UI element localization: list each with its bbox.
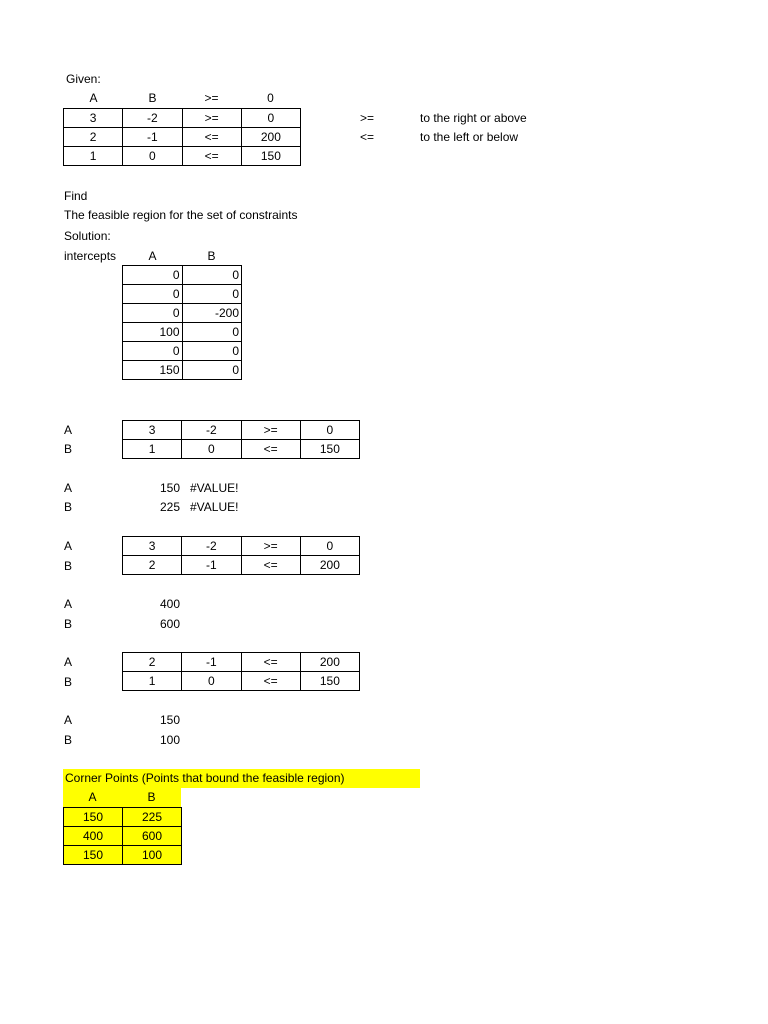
table-row <box>64 128 301 147</box>
table-cell: 150 <box>300 672 359 691</box>
table-cell: <= <box>241 556 300 575</box>
table-row <box>123 266 242 285</box>
table-cell: >= <box>182 109 241 128</box>
table-cell: 0 <box>182 672 241 691</box>
legend-symbol-le: <= <box>360 130 375 144</box>
table-row <box>64 147 301 166</box>
table-cell: 600 <box>123 827 182 846</box>
system1-result-a-error: #VALUE! <box>190 481 239 495</box>
table-cell: 0 <box>123 147 182 166</box>
system2-row-label-a: A <box>64 539 73 553</box>
table-cell: 2 <box>123 556 182 575</box>
table-cell: 3 <box>64 109 123 128</box>
table-row <box>123 440 360 459</box>
table-row <box>64 109 301 128</box>
table-cell: 0 <box>300 537 359 556</box>
table-row <box>123 304 242 323</box>
table-cell: 0 <box>182 440 241 459</box>
legend-symbol-ge: >= <box>360 111 375 125</box>
table-row <box>123 342 242 361</box>
table-cell: -2 <box>182 421 241 440</box>
table-row <box>123 556 360 575</box>
table-cell: 1 <box>64 147 123 166</box>
table-row <box>123 285 242 304</box>
system2-result-label-b: B <box>64 617 73 631</box>
table-row <box>123 537 360 556</box>
system2-result-b: 600 <box>159 617 180 631</box>
system1-result-a: 150 <box>159 481 180 495</box>
table-cell: 0 <box>241 109 300 128</box>
given-table <box>63 108 301 166</box>
intercepts-table <box>122 265 242 380</box>
system1-result-b-error: #VALUE! <box>190 500 239 514</box>
table-row <box>64 808 182 827</box>
table-cell: 0 <box>300 421 359 440</box>
table-cell: >= <box>241 421 300 440</box>
table-cell: 1 <box>123 440 182 459</box>
system2-table <box>122 536 360 575</box>
system3-result-b: 100 <box>159 733 180 747</box>
table-cell: 0 <box>182 361 242 380</box>
table-cell: 3 <box>123 537 182 556</box>
table-cell: -1 <box>182 653 241 672</box>
system1-result-label-b: B <box>64 500 73 514</box>
find-label: Find <box>64 189 88 203</box>
table-cell: <= <box>182 128 241 147</box>
system1-table <box>122 420 360 459</box>
table-cell: <= <box>241 653 300 672</box>
table-cell: -200 <box>182 304 242 323</box>
given-header-rhs: 0 <box>267 91 274 105</box>
system2-result-label-a: A <box>64 597 73 611</box>
given-header-a: A <box>89 91 98 105</box>
corner-points-title: Corner Points (Points that bound the feasible region) <box>63 769 420 788</box>
table-row <box>64 846 182 865</box>
table-cell: 100 <box>123 846 182 865</box>
table-row <box>123 323 242 342</box>
system1-result-b: 225 <box>159 500 180 514</box>
table-cell: 0 <box>123 342 183 361</box>
system2-row-label-b: B <box>64 559 73 573</box>
table-cell: 0 <box>182 342 242 361</box>
table-cell: 400 <box>64 827 123 846</box>
table-cell: 200 <box>241 128 300 147</box>
table-cell: 0 <box>182 285 242 304</box>
table-cell: 1 <box>123 672 182 691</box>
system1-row-label-a: A <box>64 423 73 437</box>
table-cell: 200 <box>300 653 359 672</box>
table-cell: <= <box>241 440 300 459</box>
table-cell: -1 <box>123 128 182 147</box>
table-row <box>123 653 360 672</box>
legend-meaning-le: to the left or below <box>420 130 519 144</box>
corner-points-header-a: A <box>63 788 122 807</box>
given-header-b: B <box>148 91 157 105</box>
table-cell: 0 <box>123 285 183 304</box>
table-cell: <= <box>182 147 241 166</box>
table-cell: 150 <box>64 846 123 865</box>
system3-result-label-a: A <box>64 713 73 727</box>
table-cell: 150 <box>300 440 359 459</box>
table-cell: <= <box>241 672 300 691</box>
table-cell: 0 <box>182 266 242 285</box>
intercepts-header-a: A <box>148 249 157 263</box>
table-row <box>123 672 360 691</box>
intercepts-label: intercepts <box>64 249 117 263</box>
table-cell: 200 <box>300 556 359 575</box>
system3-row-label-b: B <box>64 675 73 689</box>
table-cell: >= <box>241 537 300 556</box>
table-row <box>123 361 242 380</box>
system3-row-label-a: A <box>64 655 73 669</box>
table-cell: -2 <box>123 109 182 128</box>
table-cell: 0 <box>182 323 242 342</box>
system3-table <box>122 652 360 691</box>
system3-result-label-b: B <box>64 733 73 747</box>
table-row <box>64 827 182 846</box>
table-cell: 0 <box>123 304 183 323</box>
table-cell: 150 <box>123 361 183 380</box>
table-cell: 150 <box>241 147 300 166</box>
table-cell: 3 <box>123 421 182 440</box>
table-row <box>123 421 360 440</box>
table-cell: 2 <box>123 653 182 672</box>
corner-points-header-b: B <box>122 788 181 807</box>
intercepts-header-b: B <box>207 249 216 263</box>
table-cell: 225 <box>123 808 182 827</box>
find-description: The feasible region for the set of constraints <box>64 208 298 222</box>
system1-result-label-a: A <box>64 481 73 495</box>
given-label: Given: <box>66 72 101 86</box>
solution-label: Solution: <box>64 229 111 243</box>
system3-result-a: 150 <box>159 713 180 727</box>
table-cell: 2 <box>64 128 123 147</box>
system2-result-a: 400 <box>159 597 180 611</box>
table-cell: -1 <box>182 556 241 575</box>
legend-meaning-ge: to the right or above <box>420 111 527 125</box>
given-header-op: >= <box>204 91 219 105</box>
corner-points-table <box>63 807 182 865</box>
table-cell: 0 <box>123 266 183 285</box>
table-cell: -2 <box>182 537 241 556</box>
table-cell: 150 <box>64 808 123 827</box>
system1-row-label-b: B <box>64 442 73 456</box>
table-cell: 100 <box>123 323 183 342</box>
